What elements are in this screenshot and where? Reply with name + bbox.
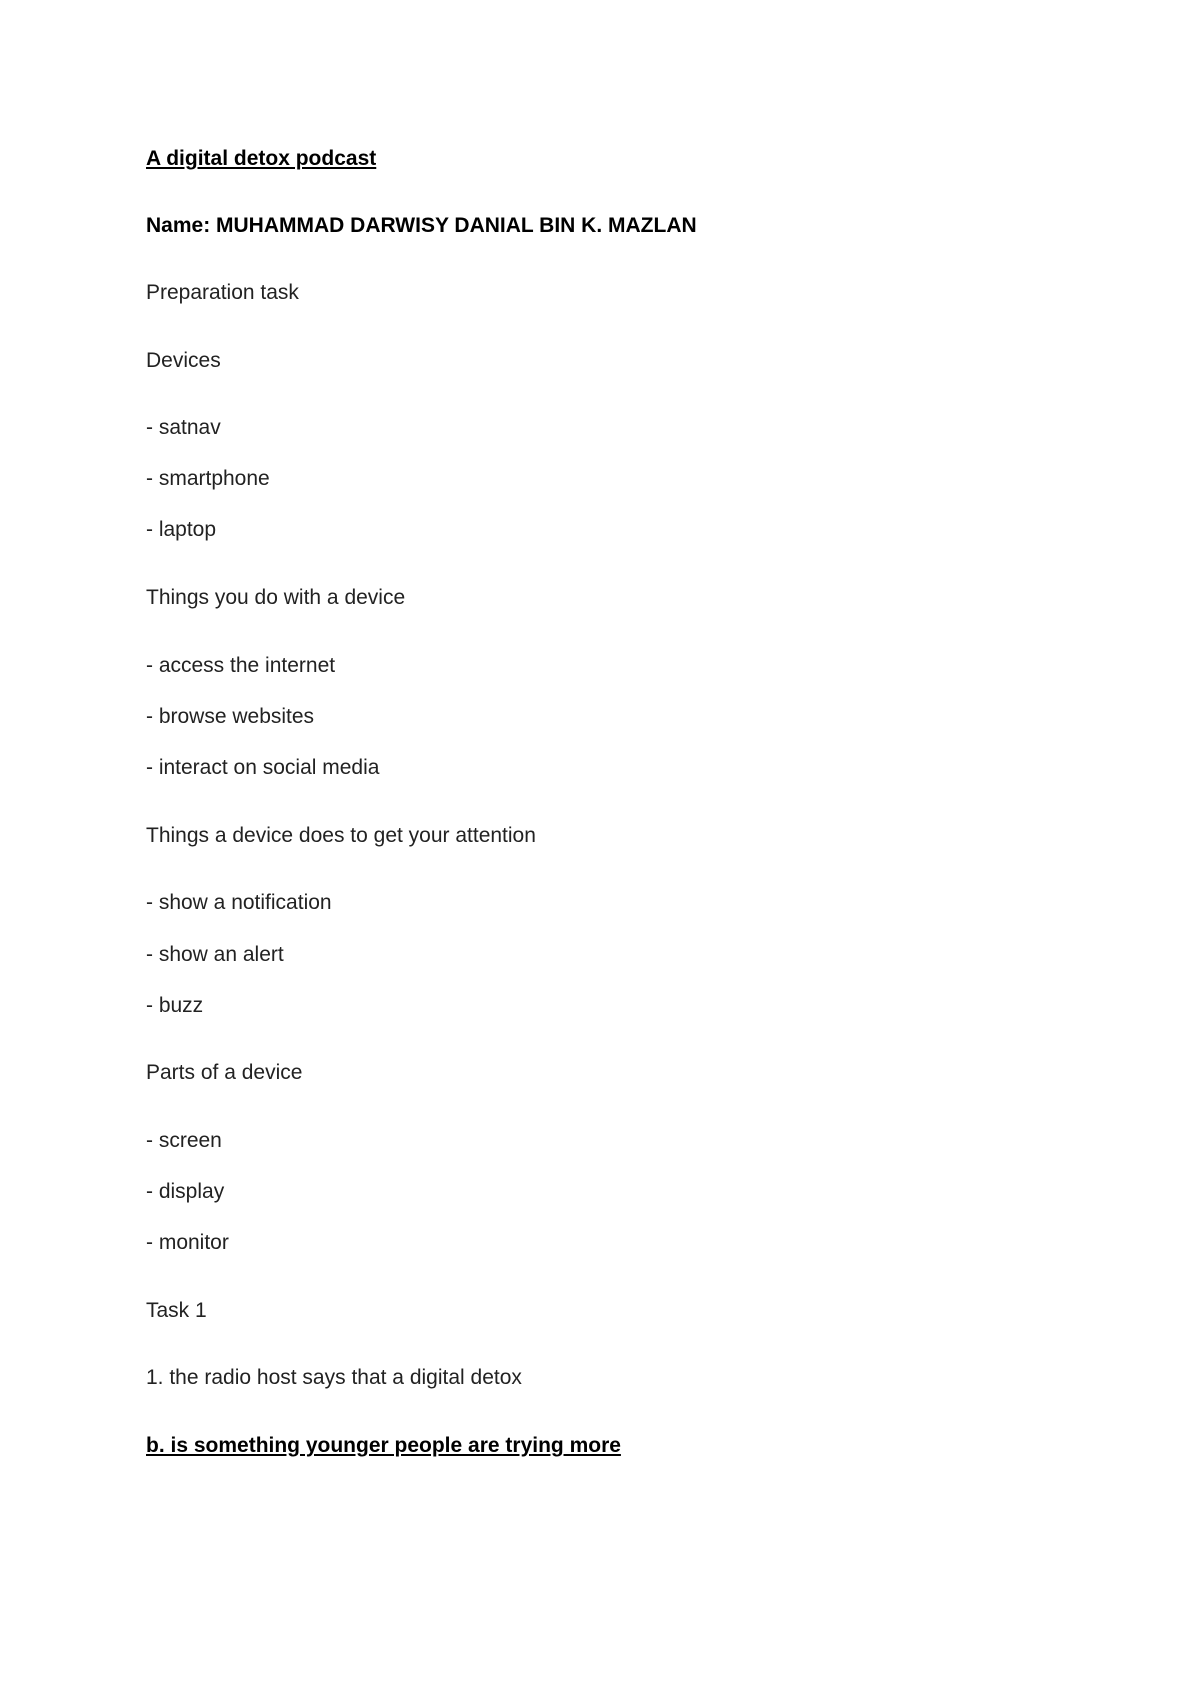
preparation-task-heading: Preparation task <box>146 281 299 304</box>
list-item: - screen <box>146 1129 222 1152</box>
section-heading-things-you-do: Things you do with a device <box>146 586 406 609</box>
list-item: - show a notification <box>146 891 332 914</box>
list-item: - access the internet <box>146 654 336 677</box>
list-item: - buzz <box>146 994 204 1017</box>
section-heading-devices: Devices <box>146 349 221 372</box>
document-title: A digital detox podcast <box>146 147 377 170</box>
list-item: - laptop <box>146 518 217 541</box>
section-heading-parts: Parts of a device <box>146 1061 303 1084</box>
list-item: - browse websites <box>146 705 315 728</box>
list-item: - monitor <box>146 1231 229 1254</box>
list-item: - interact on social media <box>146 756 380 779</box>
list-item: - show an alert <box>146 943 284 966</box>
section-heading-attention: Things a device does to get your attention <box>146 824 536 847</box>
task1-heading: Task 1 <box>146 1299 207 1322</box>
list-item: - display <box>146 1180 225 1203</box>
task1-answer: b. is something younger people are trying more <box>146 1434 621 1457</box>
list-item: - satnav <box>146 416 221 439</box>
task1-question: 1. the radio host says that a digital detox <box>146 1366 522 1389</box>
list-item: - smartphone <box>146 467 270 490</box>
student-name: Name: MUHAMMAD DARWISY DANIAL BIN K. MAZLAN <box>146 214 697 237</box>
